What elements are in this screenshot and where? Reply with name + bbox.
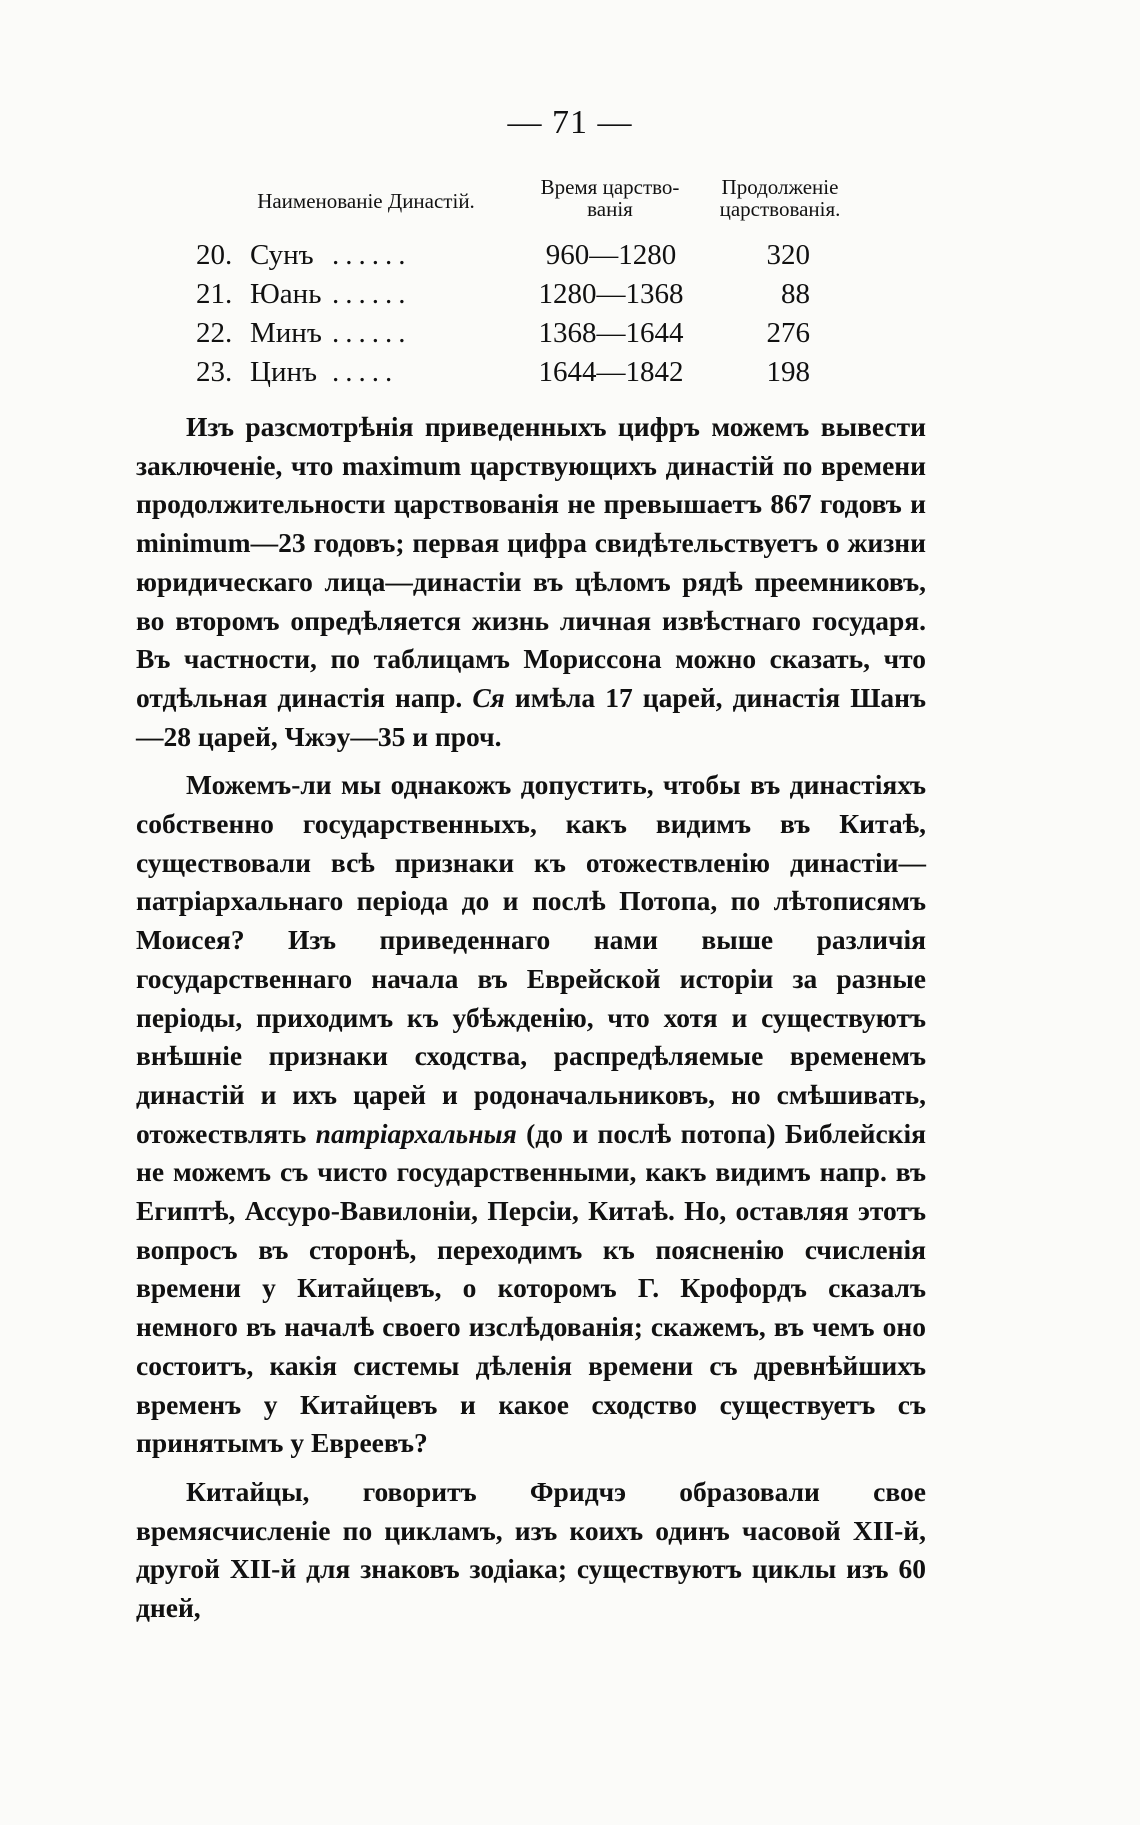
- table-header: [0, 176, 1140, 236]
- italic-text: Ся: [472, 681, 505, 713]
- row-number: 20.: [196, 239, 233, 271]
- dynasty-name: Юань: [250, 278, 322, 310]
- table-row: [0, 314, 1140, 353]
- paragraph-text: (до и послѣ потопа) Библейскія не можемъ съ чисто государственными, какъ видимъ напр. въ Египтѣ, Ассуро-Вавилоніи, Персіи, Китаѣ. Но, оставляя этотъ вопросъ въ сторонѣ, переходимъ къ поясненію счисленія времени у Китайцевъ, о которомъ Г. Крофордъ сказалъ немного въ началѣ своего изслѣдованія; скажемъ, въ чемъ оно состоитъ, какія системы дѣленія времени съ древнѣйшихъ временъ у Китайцевъ и какое сходство существуетъ съ принятымъ у Евреевъ?: [136, 1117, 927, 1459]
- header-reign-time: Время царство-ванія: [540, 175, 680, 221]
- leader-dots: ......: [332, 278, 412, 310]
- row-number: 23.: [196, 356, 233, 388]
- paragraph: [136, 408, 926, 756]
- row-number: 22.: [196, 317, 233, 349]
- reign-duration: 88: [781, 278, 810, 310]
- header-reign-duration: Продолженіе царствованія.: [719, 175, 841, 221]
- reign-time: 1368—1644: [538, 317, 684, 349]
- paragraph-text: Можемъ-ли мы однакожъ допустить, чтобы въ династіяхъ собственно государственныхъ, какъ видимъ въ Китаѣ, существовали всѣ признаки къ отожествленію династіи—патріархальнаго періода до и послѣ Потопа, по лѣтописямъ Моисея? Изъ приведеннаго нами выше различія государственнаго начала въ Еврейской исторіи за разные періоды, приходимъ къ убѣжденію, что хотя и существуютъ внѣшніе признаки сходства, распредѣляемые временемъ династій и ихъ царей и родоначальниковъ, но смѣшивать, отожествлять: [136, 769, 926, 1149]
- paragraph: [136, 766, 926, 1463]
- page-number: — 71 —: [507, 104, 633, 141]
- paragraph-text: имѣла 17 царей, династія Шанъ—28 царей, Чжэу—35 и проч.: [136, 681, 927, 752]
- table-row: [0, 353, 1140, 392]
- body-text: [136, 408, 926, 1638]
- reign-time: 1280—1368: [538, 278, 684, 310]
- paragraph-text: Изъ разсмотрѣнія приведенныхъ цифръ можемъ вывести заключеніе, что maximum царствующихъ династій по времени продолжительности царствованія не превышаетъ 867 годовъ и minimum—23 годовъ; первая цифра свидѣтельствуетъ о жизни юридическаго лица—династіи въ цѣломъ рядѣ преемниковъ, во второмъ опредѣляется жизнь личная извѣстнаго государя. Въ частности, по таблицамъ Мориссона можно сказать, что отдѣльная династія напр.: [136, 411, 926, 713]
- table-row: [0, 275, 1140, 314]
- leader-dots: ......: [332, 317, 412, 349]
- reign-time: 960—1280: [545, 239, 677, 271]
- reign-time: 1644—1842: [538, 356, 684, 388]
- leader-dots: .....: [332, 356, 399, 388]
- header-dynasty-name: Наименованіе Династій.: [257, 189, 475, 213]
- dynasty-table: [0, 176, 1140, 392]
- row-number: 21.: [196, 278, 233, 310]
- dynasty-name: Сунъ: [250, 239, 314, 271]
- paragraph: [136, 1473, 926, 1628]
- paragraph-text: Китайцы, говоритъ Фридчэ образовали свое времясчисленіе по цикламъ, изъ коихъ одинъ часовой XII-й, другой XII-й для знаковъ зодіака; существуютъ циклы изъ 60 дней,: [136, 1475, 926, 1624]
- leader-dots: ......: [332, 239, 412, 271]
- italic-text: патріархальныя: [315, 1117, 517, 1149]
- reign-duration: 320: [766, 239, 810, 271]
- reign-duration: 276: [766, 317, 810, 349]
- dynasty-name: Минъ: [250, 317, 322, 349]
- dynasty-name: Цинъ: [250, 356, 317, 388]
- reign-duration: 198: [766, 356, 810, 388]
- table-row: [0, 236, 1140, 275]
